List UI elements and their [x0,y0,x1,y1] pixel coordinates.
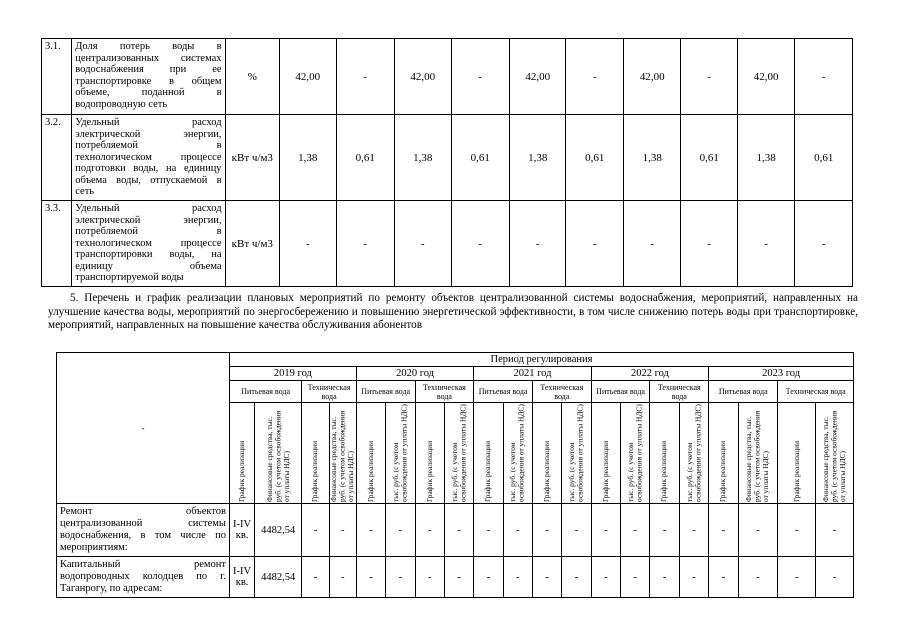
indicator-value: 1,38 [280,115,336,201]
column-header-text: тыс. руб. (с учетом освобождения от уплаты НДС) [684,404,702,502]
empty-value: - [778,557,816,598]
measure-name-line: централизованной системы [60,518,226,529]
column-header-wrap [388,403,412,503]
empty-value: - [709,557,738,598]
indicator-value: 42,00 [737,39,794,115]
indicator-name-line: централизованных системах [75,52,222,64]
technical-water-header: Техническая вода [302,381,357,403]
technical-water-header: Техническая вода [532,381,591,403]
column-header [778,403,816,504]
indicator-name-line: подготовки воды, на единицу [75,163,222,174]
indicator-value: 1,38 [510,115,566,201]
indicator-value: - [336,39,395,115]
drinking-water-header: Питьевая вода [709,381,778,403]
period-header: Период регулирования [230,353,854,367]
indicator-value: - [737,201,794,287]
drinking-water-header: Питьевая вода [230,381,302,403]
column-header-wrap [329,403,355,503]
empty-value: - [356,504,385,557]
schedule-value: I-IV кв. [230,557,255,598]
indicator-name [72,39,225,115]
indicator-value: - [336,201,395,287]
indicator-row [42,115,853,201]
year-header: 2022 год [591,367,708,381]
amount-value: 4482,54 [255,557,302,598]
indicator-name-line: водопроводную сеть [75,98,168,110]
empty-value: - [621,557,650,598]
indicator-name-line: электрической энергии, [75,214,222,226]
column-header-text: График реализации [541,440,551,502]
indicator-name-line: Удельный расход [75,117,222,128]
empty-value: - [503,504,532,557]
year-header: 2021 год [474,367,591,381]
technical-water-header: Техническая вода [415,381,474,403]
column-header [415,403,444,504]
column-header-wrap [711,403,735,503]
indicator-name [72,115,225,201]
indicator-name-line: потребляемой в [75,140,222,151]
column-header [562,403,591,504]
empty-value: - [709,504,738,557]
indicator-value: 0,61 [566,115,623,201]
indicator-value: - [795,201,853,287]
indicator-name-line: технологическом процессе [75,237,222,249]
section-heading: 5. Перечень и график реализации плановых мероприятий по ремонту объектов централизованной системы водоснабжения, мероприятий, направленных на улучшение качества воды, мероприятий по энергосбережению и повышению энергетической эффективности, в том числе снижению потерь воды при транспортировке, мероприятий, направленных на повышение качества обслуживания абонентов [48,292,858,332]
measure-row [57,504,854,557]
indicator-value: - [566,39,623,115]
empty-value: - [302,557,329,598]
row-number: 3.3. [42,201,72,287]
column-header-text: График реализации [791,440,801,502]
column-header [621,403,650,504]
column-header-text: тыс. руб. (с учетом освобождения от уплаты НДС) [567,404,585,502]
indicator-value: - [681,39,737,115]
indicators-table [41,38,853,287]
column-header-wrap [418,403,442,503]
column-header [532,403,561,504]
column-header-wrap [359,403,383,503]
column-header-text: График реализации [424,440,434,502]
empty-value: - [386,504,415,557]
column-header-text: График реализации [236,440,246,502]
drinking-water-header: Питьевая вода [356,381,415,403]
indicator-value: 42,00 [510,39,566,115]
column-header-text: График реализации [310,440,320,502]
empty-value: - [591,557,620,598]
column-header [650,403,679,504]
unit: % [225,39,279,115]
column-header-text: Финансовые средства, тыс. руб. (с учетом освобождения от уплаты НДС) [820,410,847,502]
column-header-text: тыс. руб. (с учетом освобождения от уплаты НДС) [449,404,468,502]
indicator-name-line: технологическом процессе [75,151,222,163]
column-header [679,403,708,504]
column-header-wrap [780,403,813,503]
column-header-wrap [682,403,706,503]
column-header [230,403,255,504]
indicator-name-line: Доля потерь воды в [75,41,222,52]
empty-value: - [591,504,620,557]
empty-value: - [503,557,532,598]
indicator-value: 42,00 [280,39,336,115]
technical-water-header: Техническая вода [650,381,709,403]
unit: кВт ч/м3 [225,115,279,201]
column-header [329,403,356,504]
column-header-wrap [652,403,676,503]
measure-name [57,557,230,598]
column-header [302,403,329,504]
empty-value: - [650,557,679,598]
column-header [591,403,620,504]
column-header-wrap [257,403,299,503]
indicator-value: - [795,39,853,115]
indicator-value: 0,61 [336,115,395,201]
column-header-text: График реализации [483,440,493,502]
indicator-value: - [395,201,451,287]
indicator-value: - [280,201,336,287]
indicator-name-line: единицу объема [75,260,222,272]
empty-value: - [329,504,356,557]
column-header [503,403,532,504]
empty-value: - [444,557,473,598]
indicator-name-line: объема воды, отпускаемой в [75,174,222,186]
empty-value: - [778,504,816,557]
indicator-name-line: транспортируемой воды [75,272,184,283]
indicator-value: 1,38 [623,115,680,201]
empty-value: - [562,504,591,557]
indicator-name-line: объеме, поданной в [75,87,222,98]
measures-table [56,352,854,598]
empty-value: - [444,504,473,557]
column-header-text: График реализации [600,440,610,502]
drinking-water-header: Питьевая вода [591,381,650,403]
indicator-name-line: сеть [75,186,95,197]
column-header-wrap [818,403,851,503]
measure-name-line: Ремонт объектов [60,506,226,517]
column-header-wrap [564,403,588,503]
year-header: 2019 год [230,367,357,381]
indicator-value: - [451,201,510,287]
measure-name-line: Таганрогу, по адресам: [60,583,163,594]
column-header [444,403,473,504]
indicator-value: 0,61 [681,115,737,201]
column-header-wrap [535,403,559,503]
column-header-wrap [232,403,252,503]
empty-value: - [302,504,329,557]
empty-value: - [329,557,356,598]
empty-value: - [415,557,444,598]
column-header [386,403,415,504]
schedule-value: I-IV кв. [230,504,255,557]
empty-value: - [816,557,854,598]
indicator-value: - [451,39,510,115]
measure-row [57,557,854,598]
row-number: 3.1. [42,39,72,115]
corner-cell: - [57,353,230,504]
empty-value: - [738,504,778,557]
indicator-name-line: транспортировке в общем [75,75,222,87]
empty-value: - [679,557,708,598]
column-header-text: Финансовые средства, тыс. руб. (с учетом освобождения от уплаты НДС) [264,410,291,502]
indicator-value: 0,61 [795,115,853,201]
empty-value: - [356,557,385,598]
column-header-wrap [594,403,618,503]
indicator-value: - [510,201,566,287]
indicator-name-line: водоснабжения при ее [75,64,222,75]
row-number: 3.2. [42,115,72,201]
column-header-wrap [506,403,530,503]
measure-name-line: Капитальный ремонт [60,559,226,570]
column-header-text: Финансовые средства, тыс. руб. (с учетом освобождения от уплаты НДС) [329,410,355,502]
indicator-value: - [623,201,680,287]
column-header-text: График реализации [659,440,669,502]
column-header-text: График реализации [365,440,375,502]
column-header [356,403,385,504]
indicator-name-line: Удельный расход [75,203,222,214]
empty-value: - [650,504,679,557]
unit: кВт ч/м3 [225,201,279,287]
indicator-value: - [566,201,623,287]
indicator-value: 1,38 [395,115,451,201]
column-header [709,403,738,504]
column-header-wrap [623,403,647,503]
empty-value: - [474,504,503,557]
empty-value: - [679,504,708,557]
indicator-value: 1,38 [737,115,794,201]
indicator-name [72,201,225,287]
measure-name-line: водопроводных колодцев по г. [60,571,226,582]
empty-value: - [415,504,444,557]
column-header [255,403,302,504]
indicator-value: 42,00 [623,39,680,115]
empty-value: - [621,504,650,557]
indicator-row [42,39,853,115]
column-header [738,403,778,504]
column-header-text: тыс. руб. (с учетом освобождения от уплаты НДС) [625,404,644,502]
column-header-text: График реализации [718,440,728,502]
empty-value: - [562,557,591,598]
column-header-wrap [476,403,500,503]
drinking-water-header: Питьевая вода [474,381,533,403]
indicator-name-line: электрической энергии, [75,128,222,140]
indicator-name-line: транспортировки воды, на [75,249,222,260]
measure-name [57,504,230,557]
column-header-text: тыс. руб. (с учетом освобождения от уплаты НДС) [390,404,409,502]
empty-value: - [532,504,561,557]
empty-value: - [532,557,561,598]
column-header-text: Финансовые средства, тыс. руб. (с учетом освобождения от уплаты НДС) [744,410,771,502]
amount-value: 4482,54 [255,504,302,557]
indicator-row [42,201,853,287]
column-header-wrap [741,403,776,503]
indicator-value: 0,61 [451,115,510,201]
column-header [816,403,854,504]
year-header: 2023 год [709,367,854,381]
indicator-value: - [681,201,737,287]
empty-value: - [816,504,854,557]
column-header-text: тыс. руб. (с учетом освобождения от уплаты НДС) [508,404,526,502]
year-header: 2020 год [356,367,473,381]
indicator-name-line: потребляемой в [75,226,222,237]
column-header-wrap [447,403,471,503]
measure-name-line: мероприятиям: [60,542,128,553]
column-header-wrap [304,403,326,503]
measure-name-line: водоснабжения, в том числе по [60,530,226,541]
empty-value: - [386,557,415,598]
indicator-value: 42,00 [395,39,451,115]
column-header [474,403,503,504]
empty-value: - [738,557,778,598]
technical-water-header: Техническая вода [778,381,854,403]
empty-value: - [474,557,503,598]
